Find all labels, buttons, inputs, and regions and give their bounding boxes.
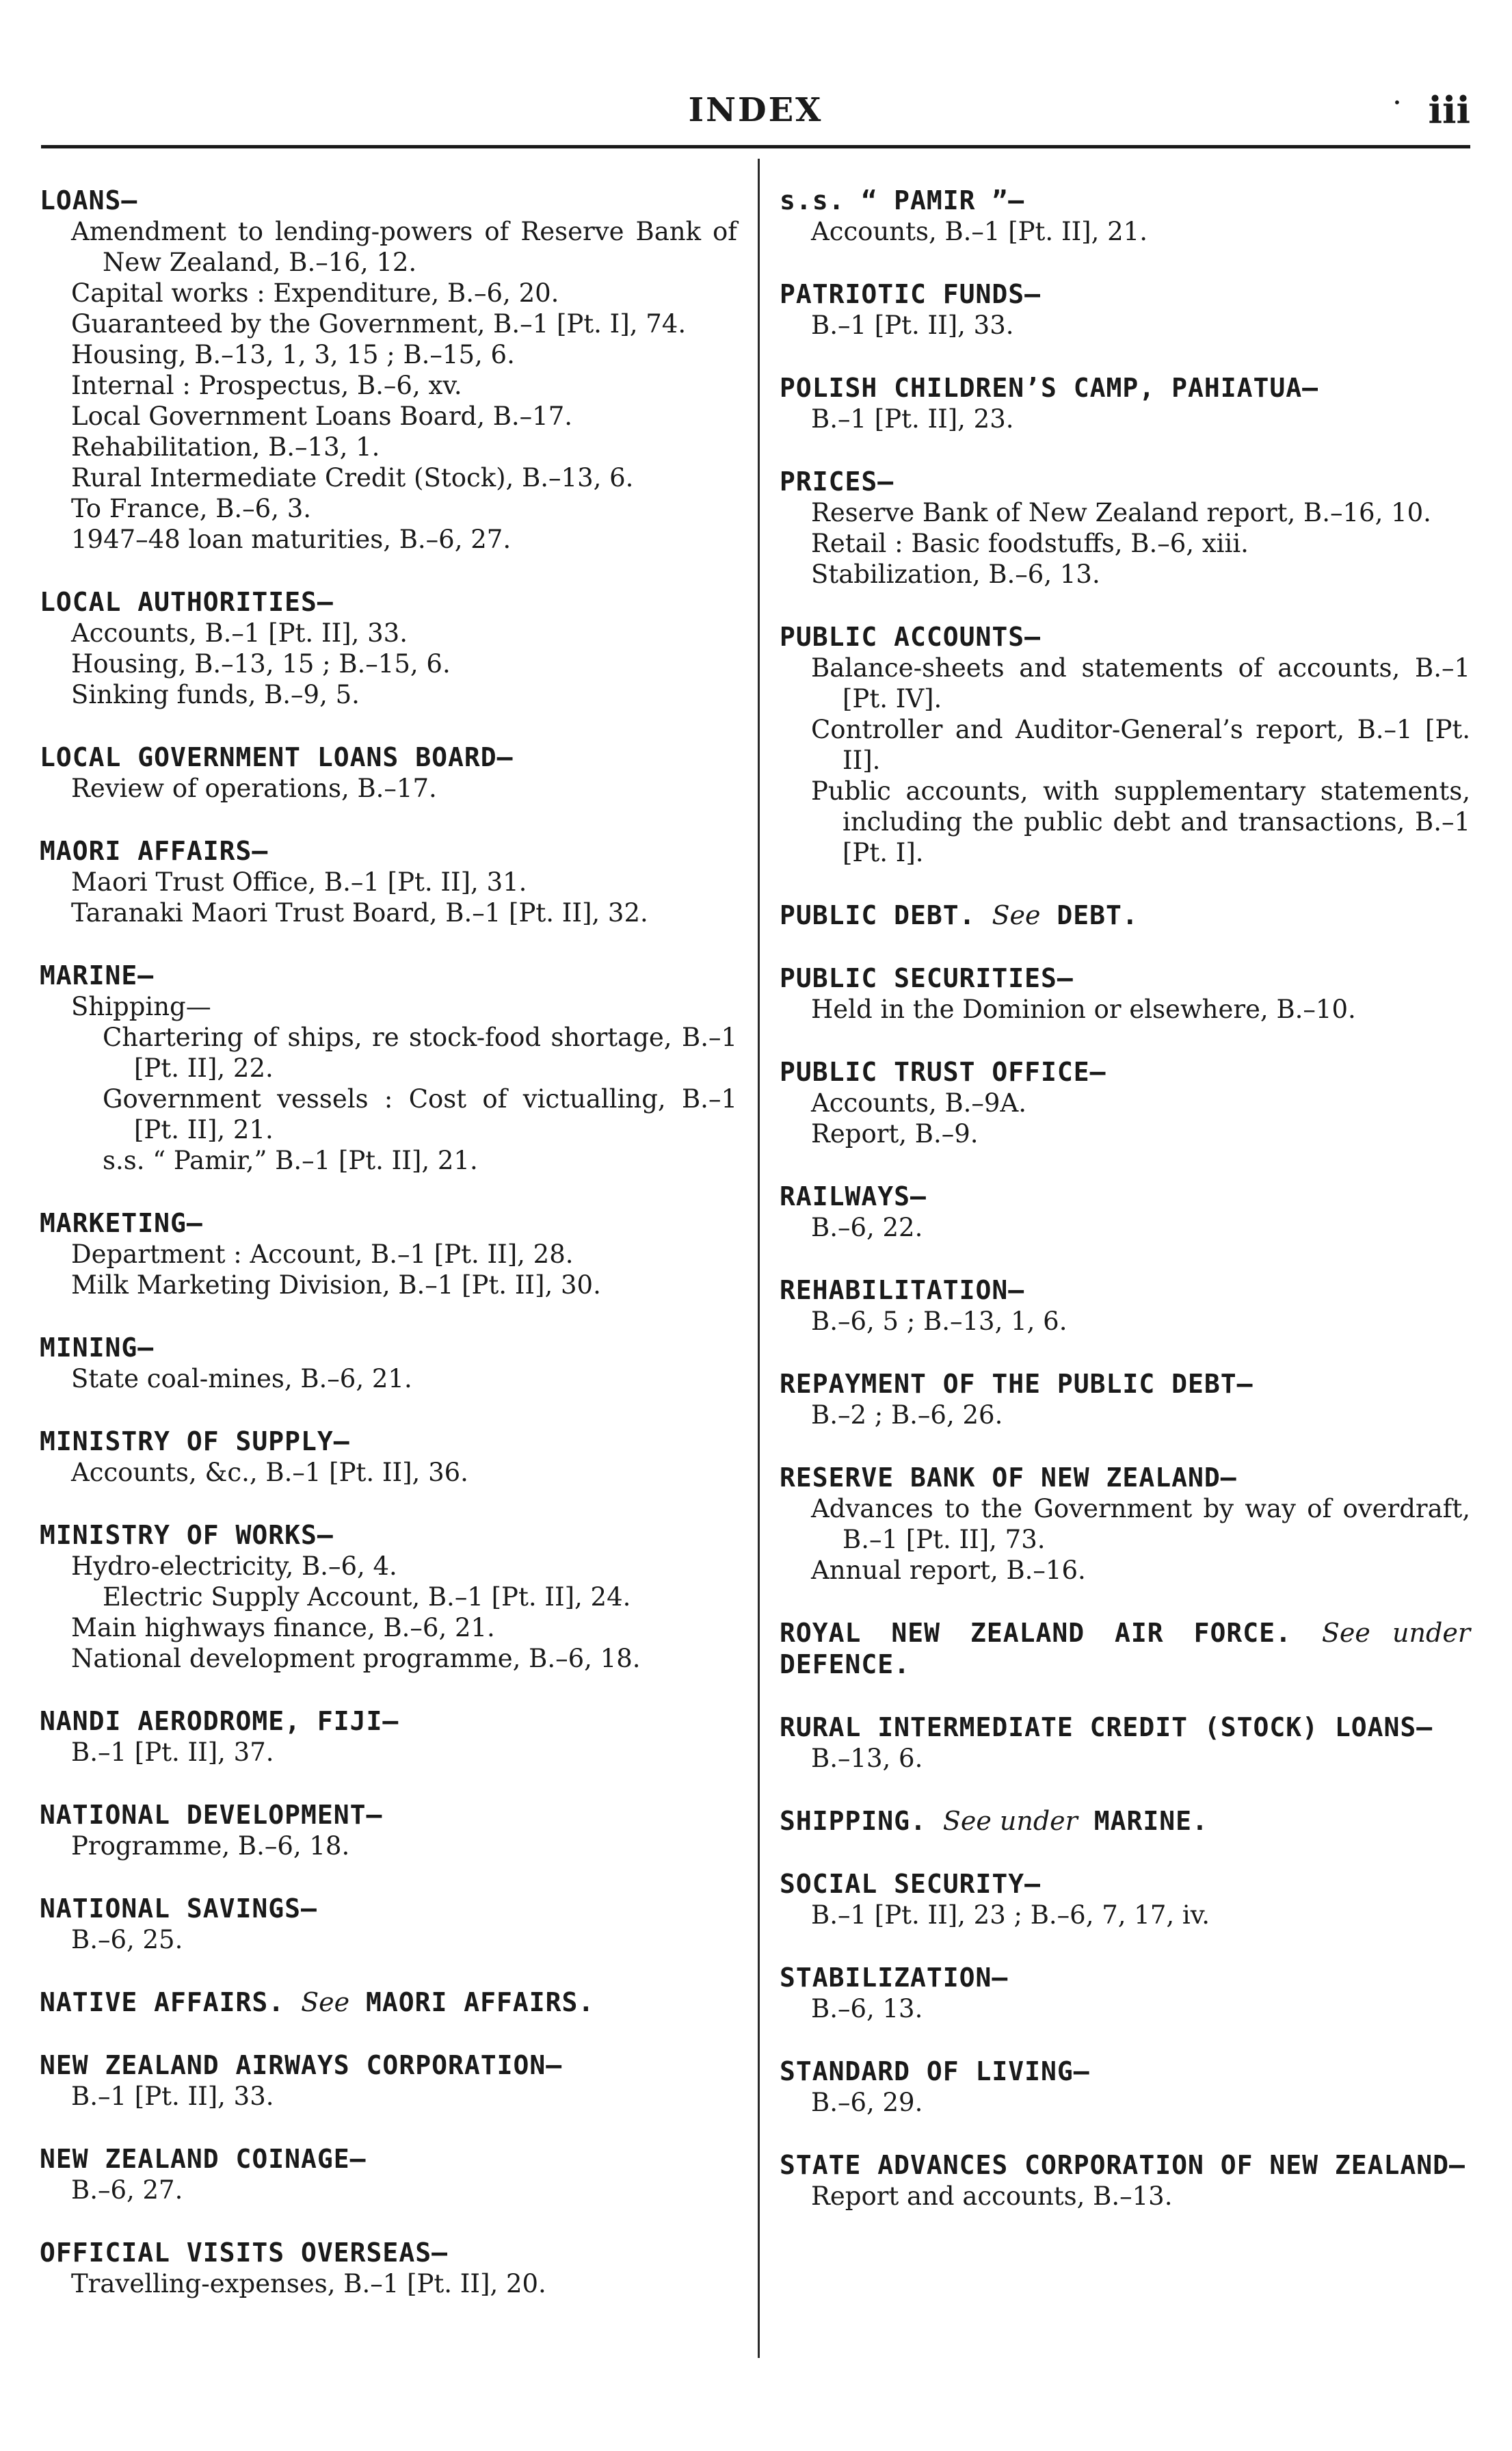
index-entry <box>780 1962 1470 2024</box>
entry-line: B.–1 [Pt. II], 23 ; B.–6, 7, 17, iv. <box>811 1900 1210 1930</box>
entry-heading: RESERVE BANK OF NEW ZEALAND— <box>780 1463 1237 1493</box>
entry-line: Rehabilitation, B.–13, 1. <box>71 432 380 462</box>
index-entry <box>40 2237 737 2299</box>
entry-heading: PATRIOTIC FUNDS— <box>780 279 1042 309</box>
index-entry <box>40 742 737 804</box>
entry-line: Travelling-expenses, B.–1 [Pt. II], 20. <box>71 2269 546 2298</box>
entry-line: Amendment to lending-powers of Reserve Bank of New Zealand, B.–16, 12. <box>71 217 737 277</box>
entry-line: Housing, B.–13, 15 ; B.–15, 6. <box>71 649 451 679</box>
entry-line: Local Government Loans Board, B.–17. <box>71 402 573 431</box>
entry-line: Report, B.–9. <box>811 1119 979 1149</box>
entry-line: Department : Account, B.–1 [Pt. II], 28. <box>71 1240 574 1269</box>
entry-line: State coal-mines, B.–6, 21. <box>71 1364 412 1393</box>
entry-line: Controller and Auditor-General’s report, B.–1 [Pt. II]. <box>811 715 1470 775</box>
entry-heading <box>780 900 1470 931</box>
entry-heading: NEW ZEALAND AIRWAYS CORPORATION— <box>40 2050 563 2080</box>
see-reference-target: DEFENCE. <box>780 1649 911 1679</box>
entry-heading-text: NATIVE AFFAIRS. <box>40 1987 285 2017</box>
entry-line: Housing, B.–13, 1, 3, 15 ; B.–15, 6. <box>71 340 515 369</box>
entry-heading-text: PUBLIC DEBT. <box>780 900 976 930</box>
index-entry <box>40 1207 737 1300</box>
index-entry <box>780 1056 1470 1149</box>
see-reference-label: See <box>992 900 1041 930</box>
entry-heading: REPAYMENT OF THE PUBLIC DEBT— <box>780 1369 1254 1399</box>
entry-line: Milk Marketing Division, B.–1 [Pt. II], 30. <box>71 1270 601 1300</box>
entry-heading: LOANS— <box>40 185 138 215</box>
entry-line: Balance-sheets and statements of accounts, B.–1 [Pt. IV]. <box>811 653 1470 713</box>
index-entry <box>780 2149 1470 2212</box>
index-entry <box>780 1368 1470 1430</box>
entry-line: Programme, B.–6, 18. <box>71 1831 350 1861</box>
index-entry <box>40 1799 737 1861</box>
entry-line: B.–1 [Pt. II], 23. <box>811 404 1014 434</box>
entry-heading: OFFICIAL VISITS OVERSEAS— <box>40 2238 448 2268</box>
entry-line: Stabilization, B.–6, 13. <box>811 560 1100 589</box>
see-reference-target: MAORI AFFAIRS. <box>365 1987 595 2017</box>
index-entry <box>780 278 1470 341</box>
entry-line: Accounts, B.–1 [Pt. II], 33. <box>71 618 408 648</box>
entry-line: B.–6, 13. <box>811 1994 923 2023</box>
entry-heading <box>780 1617 1470 1680</box>
entry-subline: s.s. “ Pamir,” B.–1 [Pt. II], 21. <box>103 1146 478 1175</box>
entry-heading: POLISH CHILDREN’S CAMP, PAHIATUA— <box>780 373 1318 403</box>
see-reference-label: See under <box>942 1806 1078 1836</box>
entry-line: Review of operations, B.–17. <box>71 774 437 803</box>
index-entry <box>780 962 1470 1025</box>
entry-heading: SOCIAL SECURITY— <box>780 1869 1042 1899</box>
entry-heading: PUBLIC TRUST OFFICE— <box>780 1057 1106 1087</box>
entry-line: Hydro-electricity, B.–6, 4. <box>71 1551 397 1581</box>
entry-heading: NATIONAL DEVELOPMENT— <box>40 1800 383 1830</box>
entry-line: B.–6, 25. <box>71 1925 183 1954</box>
index-entry <box>40 1519 737 1674</box>
entry-heading: NATIONAL SAVINGS— <box>40 1893 317 1924</box>
entry-line: To France, B.–6, 3. <box>71 494 312 523</box>
index-entry <box>780 621 1470 868</box>
see-reference-target: DEBT. <box>1057 900 1139 930</box>
index-entry <box>40 185 737 555</box>
entry-line: B.–2 ; B.–6, 26. <box>811 1400 1003 1430</box>
index-entry <box>40 960 737 1176</box>
entry-heading: PRICES— <box>780 467 894 497</box>
entry-line: Sinking funds, B.–9, 5. <box>71 680 360 709</box>
entry-line: Capital works : Expenditure, B.–6, 20. <box>71 278 559 308</box>
entry-subline: Government vessels : Cost of victualling, B.–1 [Pt. II], 21. <box>103 1084 737 1144</box>
entry-heading: s.s. “ PAMIR ”— <box>780 185 1025 215</box>
entry-line: Accounts, B.–9A. <box>811 1088 1026 1118</box>
entry-line: 1947–48 loan maturities, B.–6, 27. <box>71 525 512 554</box>
entry-heading: STANDARD OF LIVING— <box>780 2056 1090 2086</box>
index-entry <box>780 1181 1470 1243</box>
entry-line: B.–1 [Pt. II], 37. <box>71 1738 274 1767</box>
entry-heading: MARINE— <box>40 960 155 991</box>
entry-line: Accounts, &c., B.–1 [Pt. II], 36. <box>71 1458 468 1487</box>
see-reference-label: See under <box>1321 1618 1470 1648</box>
page-header <box>41 79 1470 140</box>
entry-line: Retail : Basic foodstuffs, B.–6, xiii. <box>811 529 1249 558</box>
index-entry <box>780 1805 1470 1837</box>
entry-heading: MINING— <box>40 1333 155 1363</box>
index-entry <box>40 1426 737 1488</box>
index-entry <box>40 2049 737 2112</box>
header-dot: · <box>1392 86 1402 120</box>
entry-heading: MAORI AFFAIRS— <box>40 836 269 866</box>
entry-line: B.–1 [Pt. II], 33. <box>811 311 1014 340</box>
index-entry <box>780 1868 1470 1930</box>
entry-heading: LOCAL AUTHORITIES— <box>40 587 334 617</box>
index-entry <box>780 1712 1470 1774</box>
entry-line: Public accounts, with supplementary statements, including the public debt and transactions, B.–1 [Pt. I]. <box>811 776 1470 867</box>
index-entry <box>40 1893 737 1955</box>
entry-line: Guaranteed by the Government, B.–1 [Pt. I], 74. <box>71 309 687 339</box>
entry-line: B.–13, 6. <box>811 1744 923 1773</box>
entry-heading: PUBLIC ACCOUNTS— <box>780 622 1042 652</box>
entry-line: B.–1 [Pt. II], 33. <box>71 2082 274 2111</box>
page-title: INDEX <box>688 91 823 129</box>
entry-heading: RURAL INTERMEDIATE CREDIT (STOCK) LOANS— <box>780 1712 1433 1742</box>
index-entry <box>40 586 737 710</box>
entry-heading: NEW ZEALAND COINAGE— <box>40 2144 367 2174</box>
right-column <box>780 185 1470 2243</box>
entry-heading <box>780 1805 1470 1837</box>
entry-heading-text: ROYAL NEW ZEALAND AIR FORCE. <box>780 1618 1292 1648</box>
index-entry <box>780 1617 1470 1680</box>
index-entry <box>780 185 1470 247</box>
entry-heading: MINISTRY OF WORKS— <box>40 1520 334 1550</box>
entry-heading-text: SHIPPING. <box>780 1806 927 1836</box>
entry-subline: Electric Supply Account, B.–1 [Pt. II], 24. <box>103 1582 631 1612</box>
entry-line: B.–6, 22. <box>811 1213 923 1242</box>
index-entry <box>40 1332 737 1394</box>
see-reference-label: See <box>301 1987 350 2017</box>
entry-line: Internal : Prospectus, B.–6, xv. <box>71 371 462 400</box>
entry-line: Advances to the Government by way of overdraft, B.–1 [Pt. II], 73. <box>811 1494 1470 1554</box>
index-entry <box>40 1987 737 2018</box>
entry-line: Report and accounts, B.–13. <box>811 2181 1173 2211</box>
entry-heading: PUBLIC SECURITIES— <box>780 963 1074 993</box>
index-entry <box>780 1274 1470 1337</box>
entry-line: Rural Intermediate Credit (Stock), B.–13, 6. <box>71 463 634 493</box>
entry-line: B.–6, 5 ; B.–13, 1, 6. <box>811 1307 1067 1336</box>
entry-line: Taranaki Maori Trust Board, B.–1 [Pt. II], 32. <box>71 898 648 928</box>
entry-line: Main highways finance, B.–6, 21. <box>71 1613 495 1642</box>
entry-line: Held in the Dominion or elsewhere, B.–10. <box>811 995 1356 1024</box>
entry-line: Accounts, B.–1 [Pt. II], 21. <box>811 217 1148 246</box>
header-rule <box>41 145 1470 148</box>
index-entry <box>40 2143 737 2205</box>
entry-line: Shipping— <box>71 992 211 1021</box>
entry-heading: MARKETING— <box>40 1208 203 1238</box>
entry-heading: RAILWAYS— <box>780 1181 927 1211</box>
entry-line: Reserve Bank of New Zealand report, B.–16, 10. <box>811 498 1431 527</box>
entry-line: B.–6, 29. <box>811 2088 923 2117</box>
page-number: iii <box>1428 88 1470 132</box>
entry-heading: REHABILITATION— <box>780 1275 1025 1305</box>
index-entry <box>40 835 737 928</box>
index-entry <box>40 1705 737 1768</box>
index-entry <box>780 1462 1470 1586</box>
entry-heading: STATE ADVANCES CORPORATION OF NEW ZEALAND— <box>780 2150 1465 2180</box>
entry-line: National development programme, B.–6, 18. <box>71 1644 641 1673</box>
index-entry <box>780 372 1470 434</box>
index-entry <box>780 466 1470 590</box>
entry-line: Maori Trust Office, B.–1 [Pt. II], 31. <box>71 867 527 897</box>
index-entry <box>780 900 1470 931</box>
see-reference-target: MARINE. <box>1093 1806 1208 1836</box>
column-divider <box>758 159 760 2358</box>
entry-heading <box>40 1987 737 2018</box>
entry-heading: LOCAL GOVERNMENT LOANS BOARD— <box>40 742 514 772</box>
index-entry <box>780 2056 1470 2118</box>
entry-subline: Chartering of ships, re stock-food shortage, B.–1 [Pt. II], 22. <box>103 1023 737 1083</box>
entry-line: B.–6, 27. <box>71 2175 183 2205</box>
left-column <box>40 185 737 2331</box>
entry-line: Annual report, B.–16. <box>811 1556 1086 1585</box>
entry-heading: STABILIZATION— <box>780 1963 1009 1993</box>
entry-heading: MINISTRY OF SUPPLY— <box>40 1426 350 1456</box>
entry-heading: NANDI AERODROME, FIJI— <box>40 1706 399 1736</box>
